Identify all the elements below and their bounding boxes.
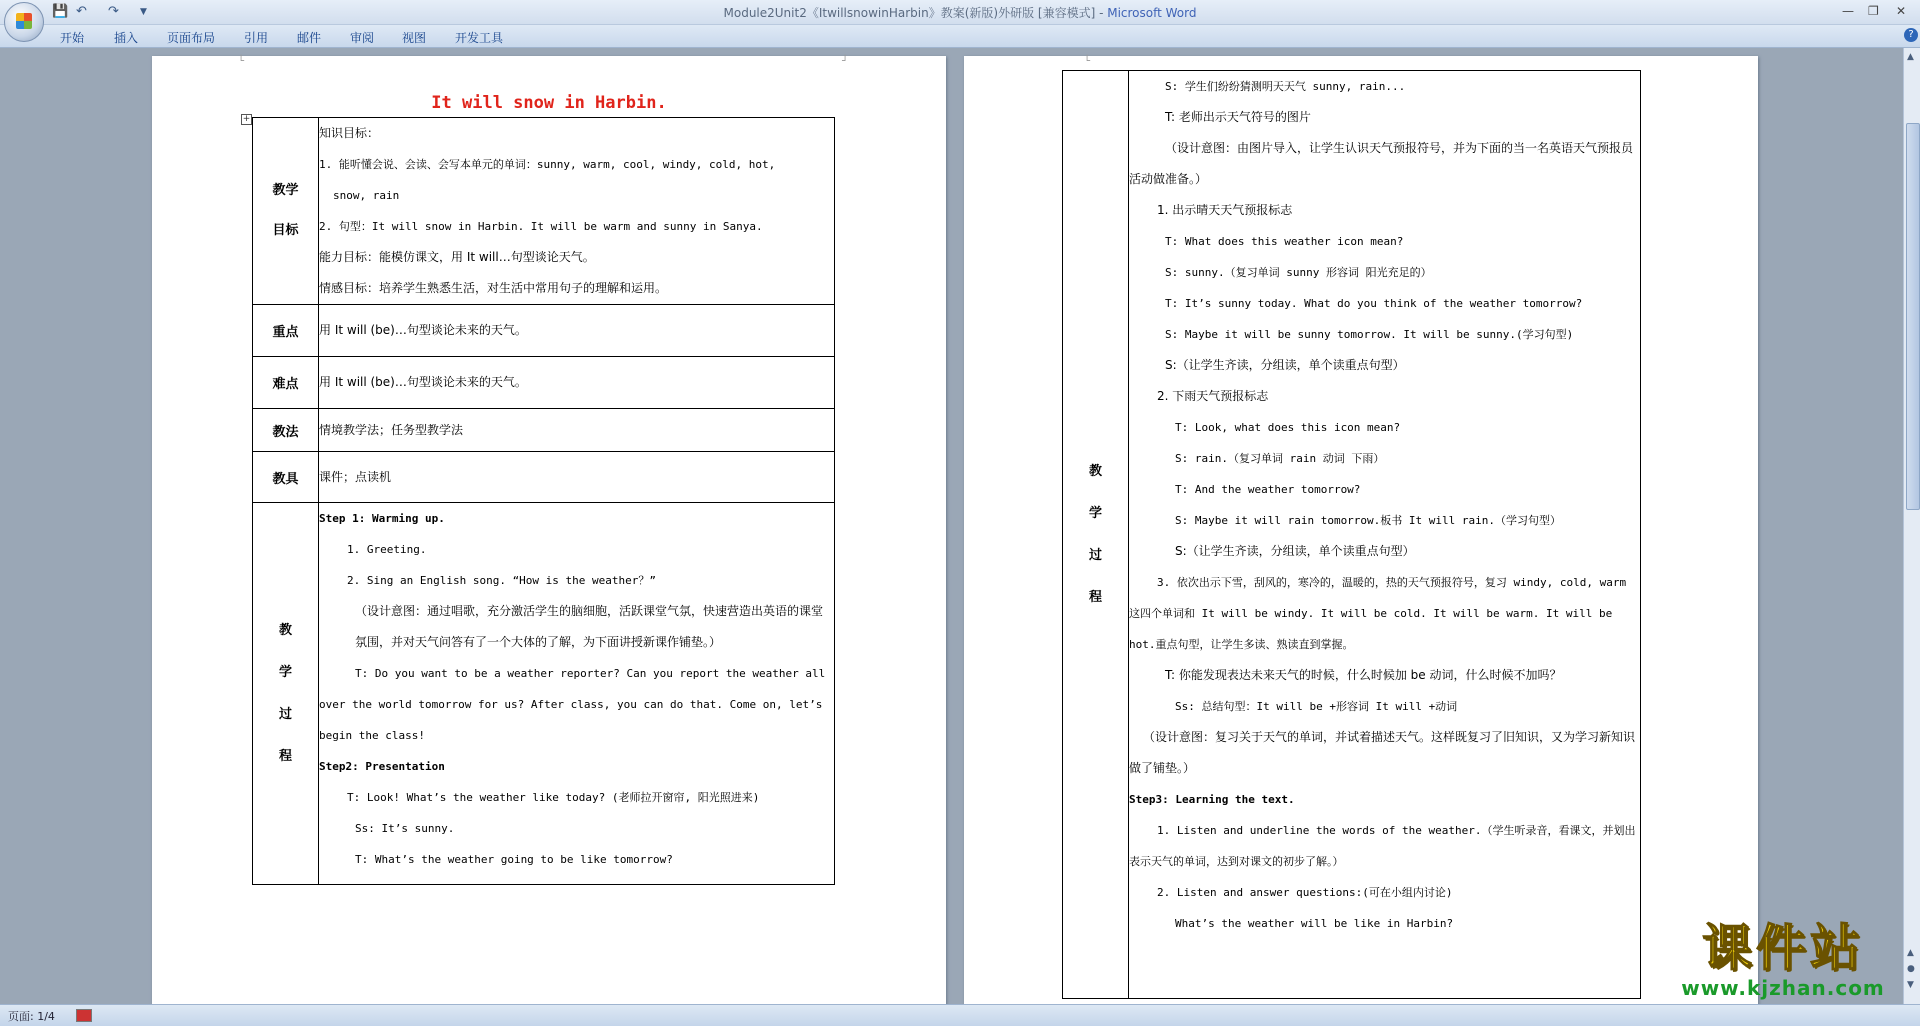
tab-mailings[interactable]: 邮件: [297, 31, 322, 45]
customize-toolbar-icon[interactable]: ▼: [140, 7, 147, 17]
tools-cell: [319, 452, 835, 503]
margin-mark-icon: └: [238, 56, 245, 67]
list-item: 2. 下雨天气预报标志: [1157, 389, 1269, 403]
document-page-2: [964, 56, 1758, 1004]
list-item: 用 It will (be)…句型谈论未来的天气。: [319, 375, 527, 389]
list-item: S: rain.（复习单词 rain 动词 下雨）: [1175, 452, 1385, 465]
row-label-text: 教学过程: [278, 622, 292, 764]
row-label-process: [1063, 71, 1129, 999]
lesson-plan-table: [252, 117, 835, 885]
scrollbar-thumb[interactable]: [1906, 123, 1920, 510]
tab-review[interactable]: 审阅: [350, 31, 375, 45]
proofing-status-icon[interactable]: [76, 1009, 92, 1022]
list-item: 1. Greeting.: [347, 543, 427, 556]
document-heading: It will snow in Harbin.: [431, 93, 667, 113]
list-item: T: 你能发现表达未来天气的时候，什么时候加 be 动词，什么时候不加吗？: [1165, 668, 1562, 682]
table-row: [253, 305, 835, 357]
key-points-cell: [319, 305, 835, 357]
list-item: 2. Sing an English song. “How is the weather？”: [347, 574, 657, 587]
close-button[interactable]: ✕: [1896, 4, 1907, 18]
previous-page-icon[interactable]: ▲: [1907, 948, 1914, 958]
list-item: （设计意图：通过唱歌，充分激活学生的脑细胞，活跃课堂气氛，快速营造出英语的课堂氛围，并对天气问答有了一个大体的了解，为下面讲授新课作铺垫。）: [355, 604, 824, 649]
undo-icon[interactable]: ↶: [76, 4, 87, 19]
browse-object-icon[interactable]: ●: [1907, 964, 1915, 974]
title-bar: [0, 0, 1920, 25]
list-item: （设计意图：由图片导入，让学生认识天气预报符号，并为下面的当一名英语天气预报员活动做准备。）: [1129, 141, 1634, 186]
list-item: What’s the weather will be like in Harbin?: [1175, 917, 1454, 930]
window-title: Module2Unit2《ItwillsnowinHarbin》教案(新版)外研版 [兼容模式] - Microsoft Word: [723, 6, 1197, 20]
list-item: 情感目标：培养学生熟悉生活，对生活中常用句子的理解和运用。: [319, 281, 668, 295]
list-item: S: Maybe it will rain tomorrow.板书 It will rain.（学习句型）: [1175, 514, 1562, 527]
list-item: S: 学生们纷纷猜测明天天气 sunny, rain...: [1165, 80, 1406, 93]
document-workspace: [0, 48, 1903, 1004]
list-item: T: Look! What’s the weather like today? (老师拉开窗帘, 阳光照进来): [347, 791, 760, 804]
watermark-logo: 课件站: [1702, 919, 1864, 977]
document-page-1: [152, 56, 946, 1004]
list-item: S:（让学生齐读，分组读，单个读重点句型）: [1175, 544, 1415, 558]
table-row: [253, 118, 835, 305]
office-logo-icon: [16, 13, 32, 29]
table-move-handle-icon[interactable]: +: [242, 114, 251, 124]
list-item: 1. 能听懂会说、会读、会写本单元的单词：sunny, warm, cool, windy, cold, hot,: [319, 158, 776, 171]
list-item: T: And the weather tomorrow?: [1175, 483, 1361, 496]
table-row: [1063, 71, 1641, 999]
maximize-button[interactable]: ❐: [1868, 4, 1879, 18]
list-item: 1. 出示晴天天气预报标志: [1157, 203, 1293, 217]
lesson-plan-table-continued: [1062, 70, 1641, 999]
list-item: Ss: It’s sunny.: [355, 822, 455, 835]
margin-mark-icon: └: [1084, 56, 1091, 67]
row-label-text: 教学目标: [272, 183, 299, 238]
tab-home[interactable]: 开始: [60, 31, 85, 45]
row-label-difficulties: 难点: [253, 357, 319, 409]
row-label-text: 教学过程: [1088, 463, 1102, 605]
list-item: Ss: 总结句型：It will be +形容词 It will +动词: [1175, 700, 1458, 713]
site-watermark: [1668, 920, 1898, 1000]
list-item: （设计意图：复习关于天气的单词，并试着描述天气。这样既复习了旧知识，又为学习新知识做了铺垫。）: [1129, 730, 1636, 775]
vertical-scrollbar[interactable]: [1903, 48, 1920, 1004]
row-label-methods: 教法: [253, 409, 319, 452]
list-item: Step2: Presentation: [319, 760, 445, 773]
list-item: Step3: Learning the text.: [1129, 793, 1295, 806]
ribbon-tabs: [0, 25, 1920, 48]
list-item: 课件；点读机: [319, 469, 392, 484]
tab-page-layout[interactable]: 页面布局: [167, 31, 216, 45]
tab-insert[interactable]: 插入: [114, 31, 139, 45]
list-item: T: Look, what does this icon mean?: [1175, 421, 1401, 434]
list-item: 知识目标：: [319, 126, 380, 140]
process-cell: [319, 503, 835, 885]
help-icon[interactable]: ?: [1904, 28, 1918, 42]
list-item: T: Do you want to be a weather reporter? Can you report the weather all over the world tomorrow for us? After class, you can do that. Come on, let’s begin the class!: [319, 667, 826, 742]
tab-references[interactable]: 引用: [244, 31, 269, 45]
difficulties-cell: [319, 357, 835, 409]
page-count-status[interactable]: 页面: 1/4: [8, 1010, 55, 1023]
table-row: [253, 357, 835, 409]
list-item: Step 1: Warming up.: [319, 512, 445, 525]
row-label-key-points: 重点: [253, 305, 319, 357]
methods-cell: [319, 409, 835, 452]
margin-mark-icon: ┘: [842, 56, 849, 67]
table-row: [253, 452, 835, 503]
row-label-process: [253, 503, 319, 885]
list-item: 2. 句型：It will snow in Harbin. It will be warm and sunny in Sanya.: [319, 220, 763, 233]
app-name: Microsoft Word: [1107, 6, 1197, 20]
list-item: S:（让学生齐读，分组读，单个读重点句型）: [1165, 358, 1405, 372]
tab-view[interactable]: 视图: [402, 31, 427, 45]
list-item: snow, rain: [333, 189, 400, 202]
list-item: T: It’s sunny today. What do you think of the weather tomorrow?: [1165, 297, 1583, 310]
list-item: T: What’s the weather going to be like tomorrow?: [355, 853, 673, 866]
list-item: T: 老师出示天气符号的图片: [1165, 110, 1311, 124]
table-row: [253, 503, 835, 885]
list-item: 3. 依次出示下雪，刮风的，寒冷的，温暖的，热的天气预报符号，复习 windy, cold, warm 这四个单词和 It will be windy. It will be cold. It will be warm. It will be hot.重点句型，让学生多读、熟读直到掌握。: [1129, 576, 1627, 651]
row-label-tools: 教具: [253, 452, 319, 503]
table-row: [253, 409, 835, 452]
status-bar: [0, 1004, 1920, 1026]
save-icon[interactable]: 💾: [52, 4, 69, 19]
minimize-button[interactable]: —: [1842, 4, 1854, 18]
next-page-icon[interactable]: ▼: [1907, 980, 1914, 990]
scroll-up-icon[interactable]: ▲: [1907, 52, 1914, 62]
redo-icon[interactable]: ↷: [108, 4, 119, 19]
objectives-cell: [319, 118, 835, 305]
row-label-objectives: [253, 118, 319, 305]
list-item: T: What does this weather icon mean?: [1165, 235, 1404, 248]
list-item: 情境教学法；任务型教学法: [319, 422, 464, 437]
tab-developer[interactable]: 开发工具: [455, 31, 504, 45]
office-button[interactable]: [4, 2, 44, 42]
process-cell-continued: [1129, 71, 1641, 999]
list-item: 能力目标：能模仿课文，用 It will…句型谈论天气。: [319, 250, 595, 264]
list-item: 用 It will (be)…句型谈论未来的天气。: [319, 323, 527, 337]
list-item: 2. Listen and answer questions:(可在小组内讨论): [1157, 886, 1453, 899]
list-item: S: Maybe it will be sunny tomorrow. It will be sunny.(学习句型): [1165, 328, 1574, 341]
list-item: S: sunny.（复习单词 sunny 形容词 阳光充足的）: [1165, 266, 1432, 279]
list-item: 1. Listen and underline the words of the weather.（学生听录音，看课文，并划出表示天气的单词，达到对课文的初步了解。）: [1129, 824, 1636, 868]
watermark-url: www.kjzhan.com: [1681, 976, 1885, 1000]
